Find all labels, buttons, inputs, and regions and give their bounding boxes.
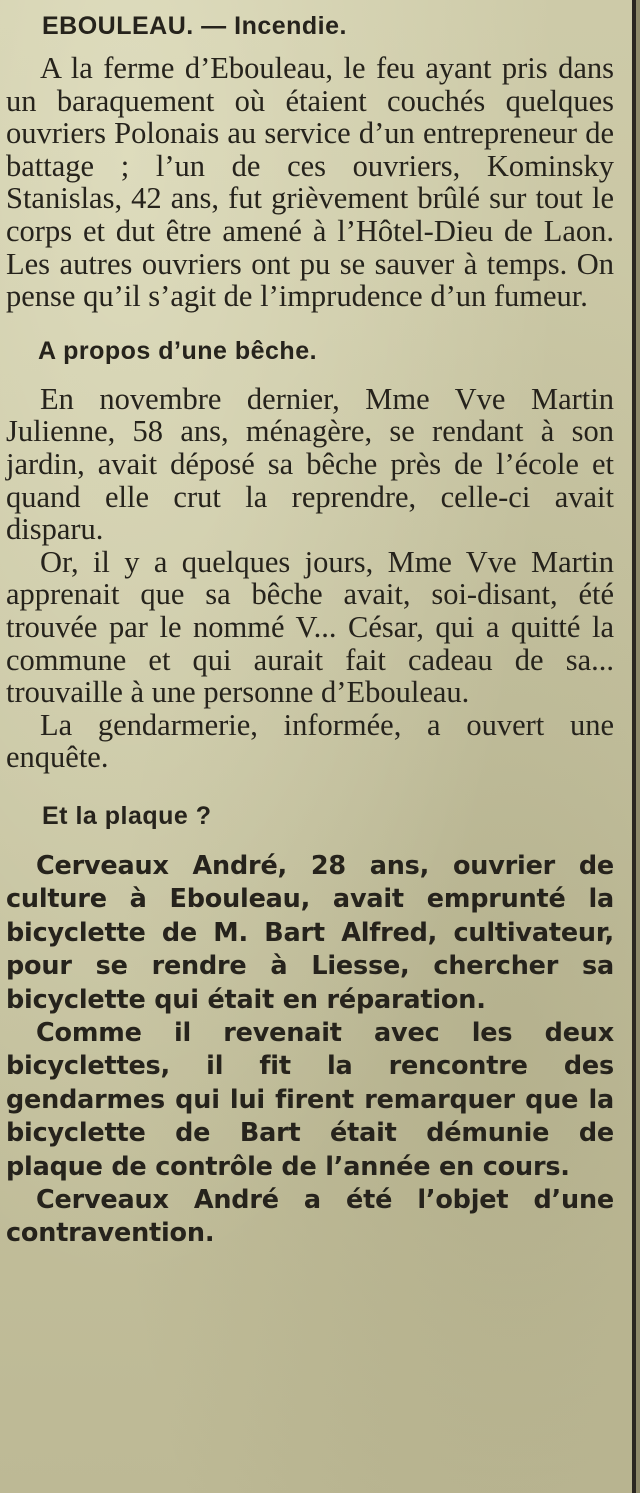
article-paragraph: La gendarmerie, informée, a ouvert une enquête. [6, 707, 614, 775]
article-paragraph: Comme il revenait avec les deux bicyclettes, il fit la rencontre des gendarmes qui lui firent remarquer que la bicyclette de Bart était démunie de plaque de contrôle de l’année en cours. [6, 1017, 614, 1182]
article-paragraph: Cerveaux André a été l’objet d’une contravention. [6, 1184, 614, 1249]
article-headline: A propos d’une bêche. [38, 336, 318, 365]
article-incendie [6, 6, 614, 313]
article-headline: Et la plaque ? [42, 801, 212, 830]
article-paragraph: Cerveaux André, 28 ans, ouvrier de culture à Ebouleau, avait emprunté la bicyclette de M. Bart Alfred, cultivateur, pour se rendre à Liesse, chercher sa bicyclette qui était en réparation. [6, 850, 614, 1015]
article-paragraph: Or, il y a quelques jours, Mme Vve Martin apprenait que sa bêche avait, soi-disant, été trouvée par le nommé V... César, qui a quitté la commune et qui aurait fait cadeau de sa... trouvaille à une personne d’Ebouleau. [6, 544, 614, 710]
article-paragraph: En novembre dernier, Mme Vve Martin Julienne, 58 ans, ménagère, se rendant à son jardin, avait déposé sa bêche près de l’école et quand elle crut la reprendre, celle-ci avait disparu. [6, 381, 614, 547]
article-headline: EBOULEAU. — Incendie. [42, 12, 347, 40]
article-paragraph: A la ferme d’Ebouleau, le feu ayant pris dans un baraquement où étaient couchés quelques ouvriers Polonais au service d’un entrepreneur de battage ; l’un de ces ouvriers, Kominsky Stanislas, 42 ans, fut grièvement brûlé sur tout le corps et dut être amené à l’Hôtel-Dieu de Laon. Les autres ouvriers ont pu se sauver à temps. On pense qu’il s’agit de l’imprudence d’un fumeur. [6, 51, 614, 314]
article-beche [6, 331, 614, 774]
article-plaque [6, 796, 614, 1251]
adjacent-column-edge [636, 0, 640, 1493]
